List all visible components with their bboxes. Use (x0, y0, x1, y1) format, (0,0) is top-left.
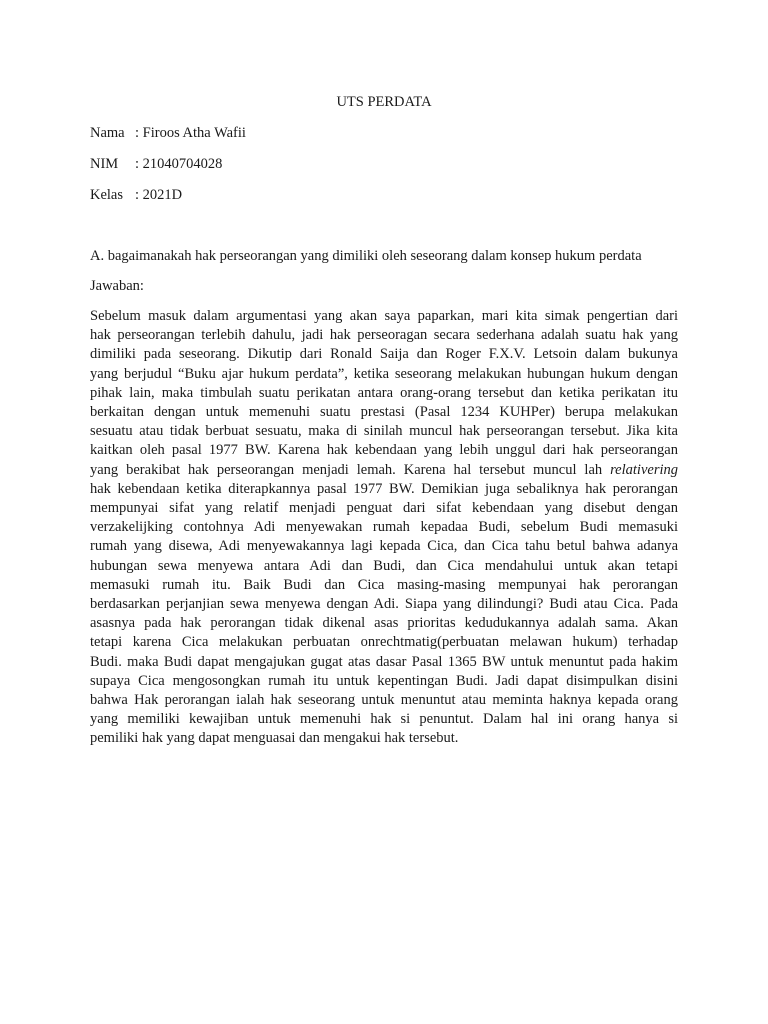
question-text: A. bagaimanakah hak perseorangan yang dimiliki oleh seseorang dalam konsep hukum perdata (90, 248, 642, 264)
info-label: Nama (90, 125, 125, 141)
body-line: verzakelijking contohnya Adi menyewakan rumah kepadaa Budi, sebelum Budi memasuki (90, 519, 678, 536)
info-value: : 21040704028 (135, 156, 223, 172)
answer-body (90, 307, 678, 749)
info-row-name (90, 125, 246, 142)
info-value: : Firoos Atha Wafii (135, 125, 246, 141)
body-line: hak kebendaan ketika diterapkannya pasal 1977 BW. Demikian juga sebaliknya hak perorangan (90, 480, 678, 497)
body-line: berdasarkan perjanjian sewa menyewa dengan Adi. Siapa yang dilindungi? Budi atau Cica. Pada (90, 596, 678, 613)
info-label: Kelas (90, 187, 124, 203)
body-line: supaya Cica mengosongkan rumah itu untuk kepentingan Budi. Jadi dapat disimpulkan disini (90, 672, 678, 689)
body-line: mempunyai sifat yang relatif menjadi penguat dari sifat kebendaan yang disebut dengan (90, 500, 678, 517)
body-line: sesuatu atau tidak berbuat sesuatu, maka di sinilah muncul hak perseorangan tersebut. Jika kita (90, 423, 678, 440)
body-line: pemiliki hak yang dapat menguasai dan mengakui hak tersebut. (90, 730, 459, 747)
info-row-kelas (90, 187, 182, 204)
body-line: pihak lain, maka timbulah suatu perikatan antara orang-orang tersebut dan ketika perikatan itu (90, 384, 678, 401)
body-line-part: yang berakibat hak perseorangan menjadi lemah. Karena hal tersebut muncul lah (90, 461, 603, 478)
body-line: Budi. maka Budi dapat mengajukan gugat atas dasar Pasal 1365 BW untuk menuntut pada hakim (90, 653, 678, 670)
body-line: memasuki rumah itu. Baik Budi dan Cica masing-masing mempunyai hak perorangan (90, 576, 678, 593)
body-line: yang berjudul “Buku ajar hukum perdata”, ketika seseorang melakukan hubungan hukum dengan (90, 365, 678, 382)
answer-label: Jawaban: (90, 278, 144, 294)
info-label: NIM (90, 156, 119, 172)
body-line-with-italic (90, 461, 678, 480)
body-line: Sebelum masuk dalam argumentasi yang akan saya paparkan, mari kita simak pengertian dari (90, 308, 678, 324)
info-row-nim (90, 156, 222, 173)
body-line: rumah yang disewa, Adi menyewakannya lagi kepada Cica, dan Cica tahu betul bahwa adanya (90, 538, 678, 555)
document-title: UTS PERDATA (336, 94, 432, 110)
body-line: hak perseorangan terlebih dahulu, jadi hak perseoragan secara sederhana adalah suatu hak yang (90, 327, 678, 344)
body-line: tetapi karena Cica melakukan perbuatan onrechtmatig(perbuatan melawan hukum) terhadap (90, 634, 678, 651)
body-line: asasnya pada hak perorangan tidak dikenal asas prioritas kedudukannya adalah sama. Akan (90, 615, 678, 632)
body-line: berkaitan dengan untuk memenuhi suatu prestasi (Pasal 1234 KUHPer) berupa melakukan (90, 404, 678, 421)
body-line: kaitkan oleh pasal 1977 BW. Karena hak kebendaan yang lebih unggul dari hak perseorangan (90, 442, 678, 459)
info-value: : 2021D (135, 187, 183, 203)
body-line: dimiliki pada seseorang. Dikutip dari Ronald Saija dan Roger F.X.V. Letsoin dalam bukunya (90, 346, 678, 363)
body-line: yang memiliki kewajiban untuk memenuhi hak si penuntut. Dalam hal ini orang hanya si (90, 711, 678, 728)
italic-term: relativering (610, 461, 678, 478)
body-line: hubungan sewa menyewa antara Adi dan Budi, dan Cica mendahului untuk akan tetapi (90, 557, 678, 574)
body-line: bahwa Hak perorangan ialah hak seseorang untuk menuntut atau meminta haknya kepada orang (90, 692, 678, 709)
